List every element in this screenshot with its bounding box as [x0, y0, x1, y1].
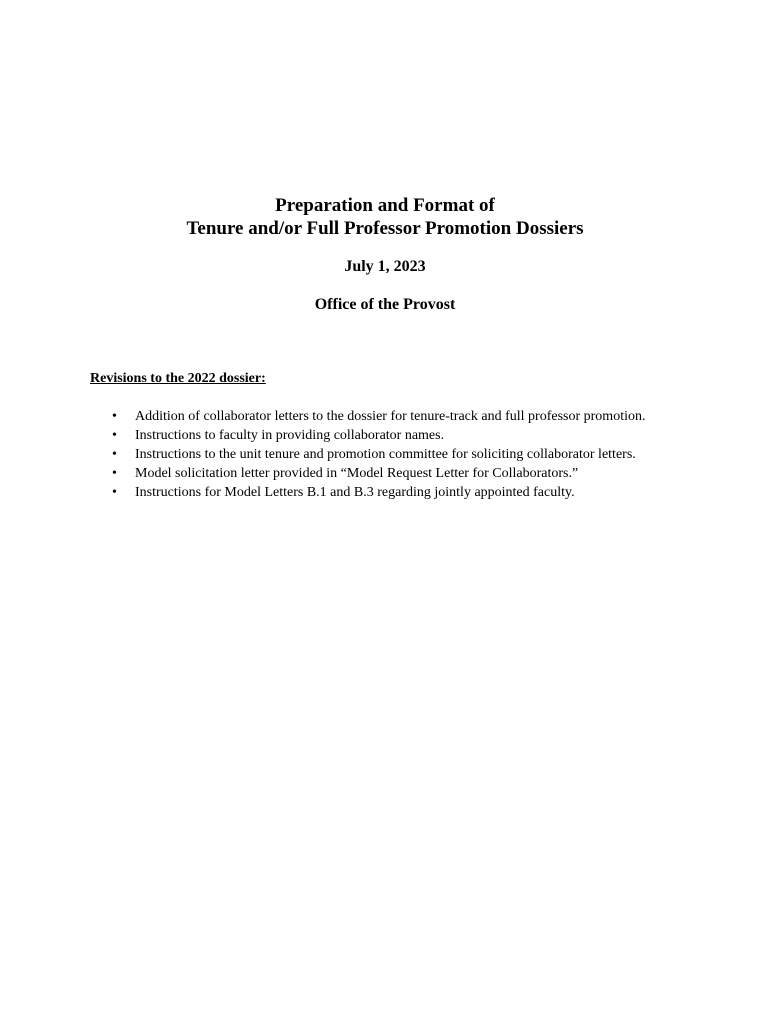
revision-item — [90, 426, 695, 445]
document-title-line-2: Tenure and/or Full Professor Promotion Dossiers — [186, 218, 584, 239]
bullet-icon: • — [112, 485, 117, 500]
revisions-list — [90, 407, 690, 502]
revision-item-text: Instructions to the unit tenure and promotion committee for soliciting collaborator letters. — [135, 447, 636, 462]
revision-item-text: Instructions to faculty in providing collaborator names. — [135, 428, 445, 443]
revision-item — [90, 483, 695, 502]
revision-item — [90, 464, 695, 483]
revisions-section — [90, 369, 690, 502]
revision-item-text: Instructions for Model Letters B.1 and B.3 regarding jointly appointed faculty. — [135, 485, 575, 500]
document-office: Office of the Provost — [314, 296, 456, 313]
revision-item — [90, 407, 695, 426]
bullet-icon: • — [112, 428, 117, 443]
revisions-heading: Revisions to the 2022 dossier: — [90, 371, 266, 386]
bullet-icon: • — [112, 447, 117, 462]
title-block — [0, 194, 770, 315]
bullet-icon: • — [112, 466, 117, 481]
bullet-icon: • — [112, 409, 117, 424]
document-title-line-1: Preparation and Format of — [275, 195, 495, 216]
revision-item-text: Addition of collaborator letters to the dossier for tenure-track and full professor promotion. — [135, 409, 646, 424]
document-date: July 1, 2023 — [344, 258, 426, 275]
revision-item-text: Model solicitation letter provided in “Model Request Letter for Collaborators.” — [135, 466, 579, 481]
revision-item — [90, 445, 695, 464]
